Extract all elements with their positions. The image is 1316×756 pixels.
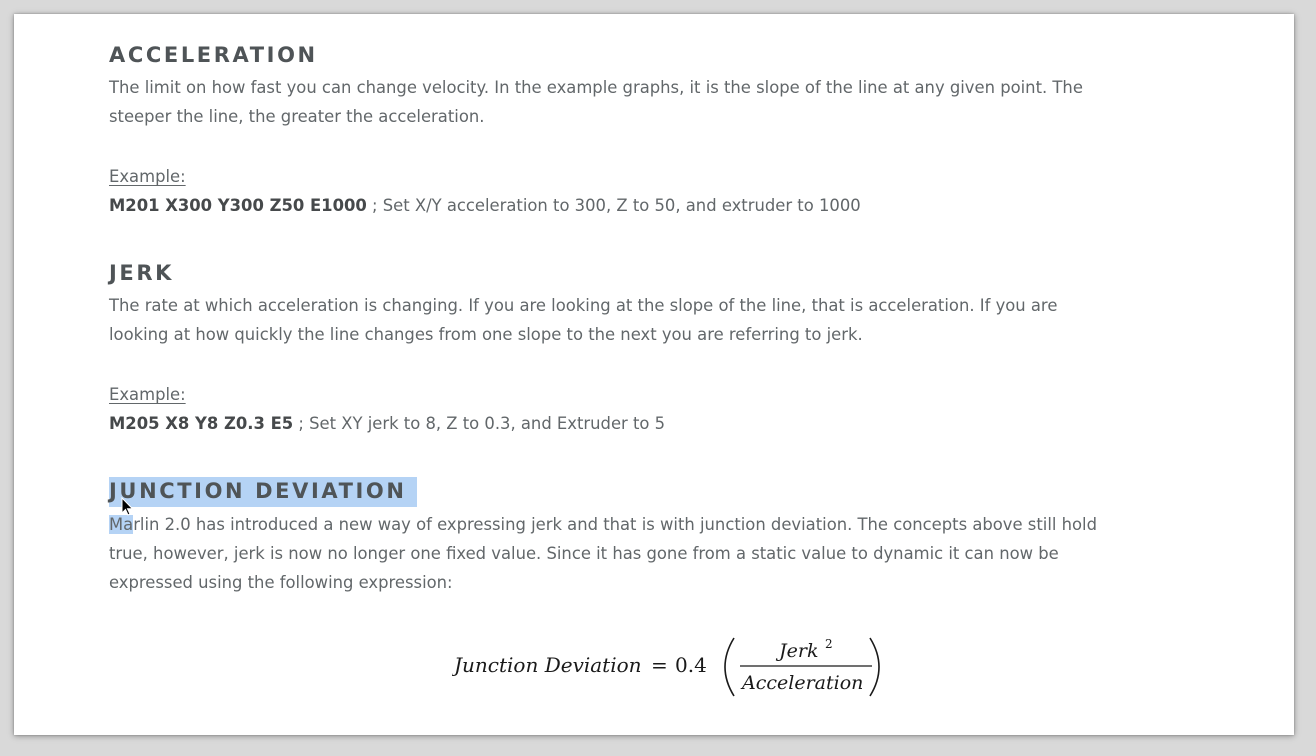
formula-denominator: Acceleration [742,672,864,694]
junction-deviation-heading[interactable] [109,476,417,506]
acceleration-example-label-row [109,162,1219,192]
junction-selected-text: Ma [109,515,134,534]
jerk-example-label-row [109,380,1219,410]
acceleration-description-line1: The limit on how fast you can change velocity. In the example graphs, it is the slope of the line at any given point. The [109,78,1083,97]
formula-numerator: Jerk [779,640,819,662]
jerk-example-code: M205 X8 Y8 Z0.3 E5 [109,414,294,433]
jerk-heading: JERK [109,261,175,285]
acceleration-example-code: M201 X300 Y300 Z50 E1000 [109,196,367,215]
formula-equals: = [651,653,668,677]
jerk-description-line1: The rate at which acceleration is changing. If you are looking at the slope of the line, that is acceleration. If you are [109,296,1058,315]
mouse-cursor-icon [121,497,135,517]
junction-description-line2: true, however, jerk is now no longer one fixed value. Since it has gone from a static value to dynamic it can now be [109,544,1059,563]
formula-exponent: 2 [825,637,833,651]
junction-deviation-formula [452,634,882,714]
formula-lhs: Junction Deviation [454,653,642,677]
jerk-example-row [109,409,1219,439]
jerk-example-comment: ; Set XY jerk to 8, Z to 0.3, and Extruder to 5 [293,414,666,433]
acceleration-example-comment: ; Set X/Y acceleration to 300, Z to 50, and extruder to 1000 [366,196,861,215]
acceleration-description-line2: steeper the line, the greater the acceleration. [109,107,485,126]
formula-right-paren [870,638,879,696]
junction-description-line1-rest: rlin 2.0 has introduced a new way of expressing jerk and that is with junction deviation. The concepts above still hold [133,515,1098,534]
junction-deviation-heading-text: JUNCTION DEVIATION [109,477,417,507]
acceleration-example-row [109,191,1219,221]
junction-description-line1 [109,510,1219,540]
formula-coefficient: 0.4 [675,653,707,677]
jerk-description-line2: looking at how quickly the line changes from one slope to the next you are referring to jerk. [109,325,863,344]
jerk-example-label: Example: [109,385,186,404]
junction-description-line3: expressed using the following expression: [109,573,453,592]
acceleration-example-label: Example: [109,167,186,186]
formula-left-paren [725,638,734,696]
acceleration-heading: ACCELERATION [109,43,318,67]
document-page [14,14,1294,735]
